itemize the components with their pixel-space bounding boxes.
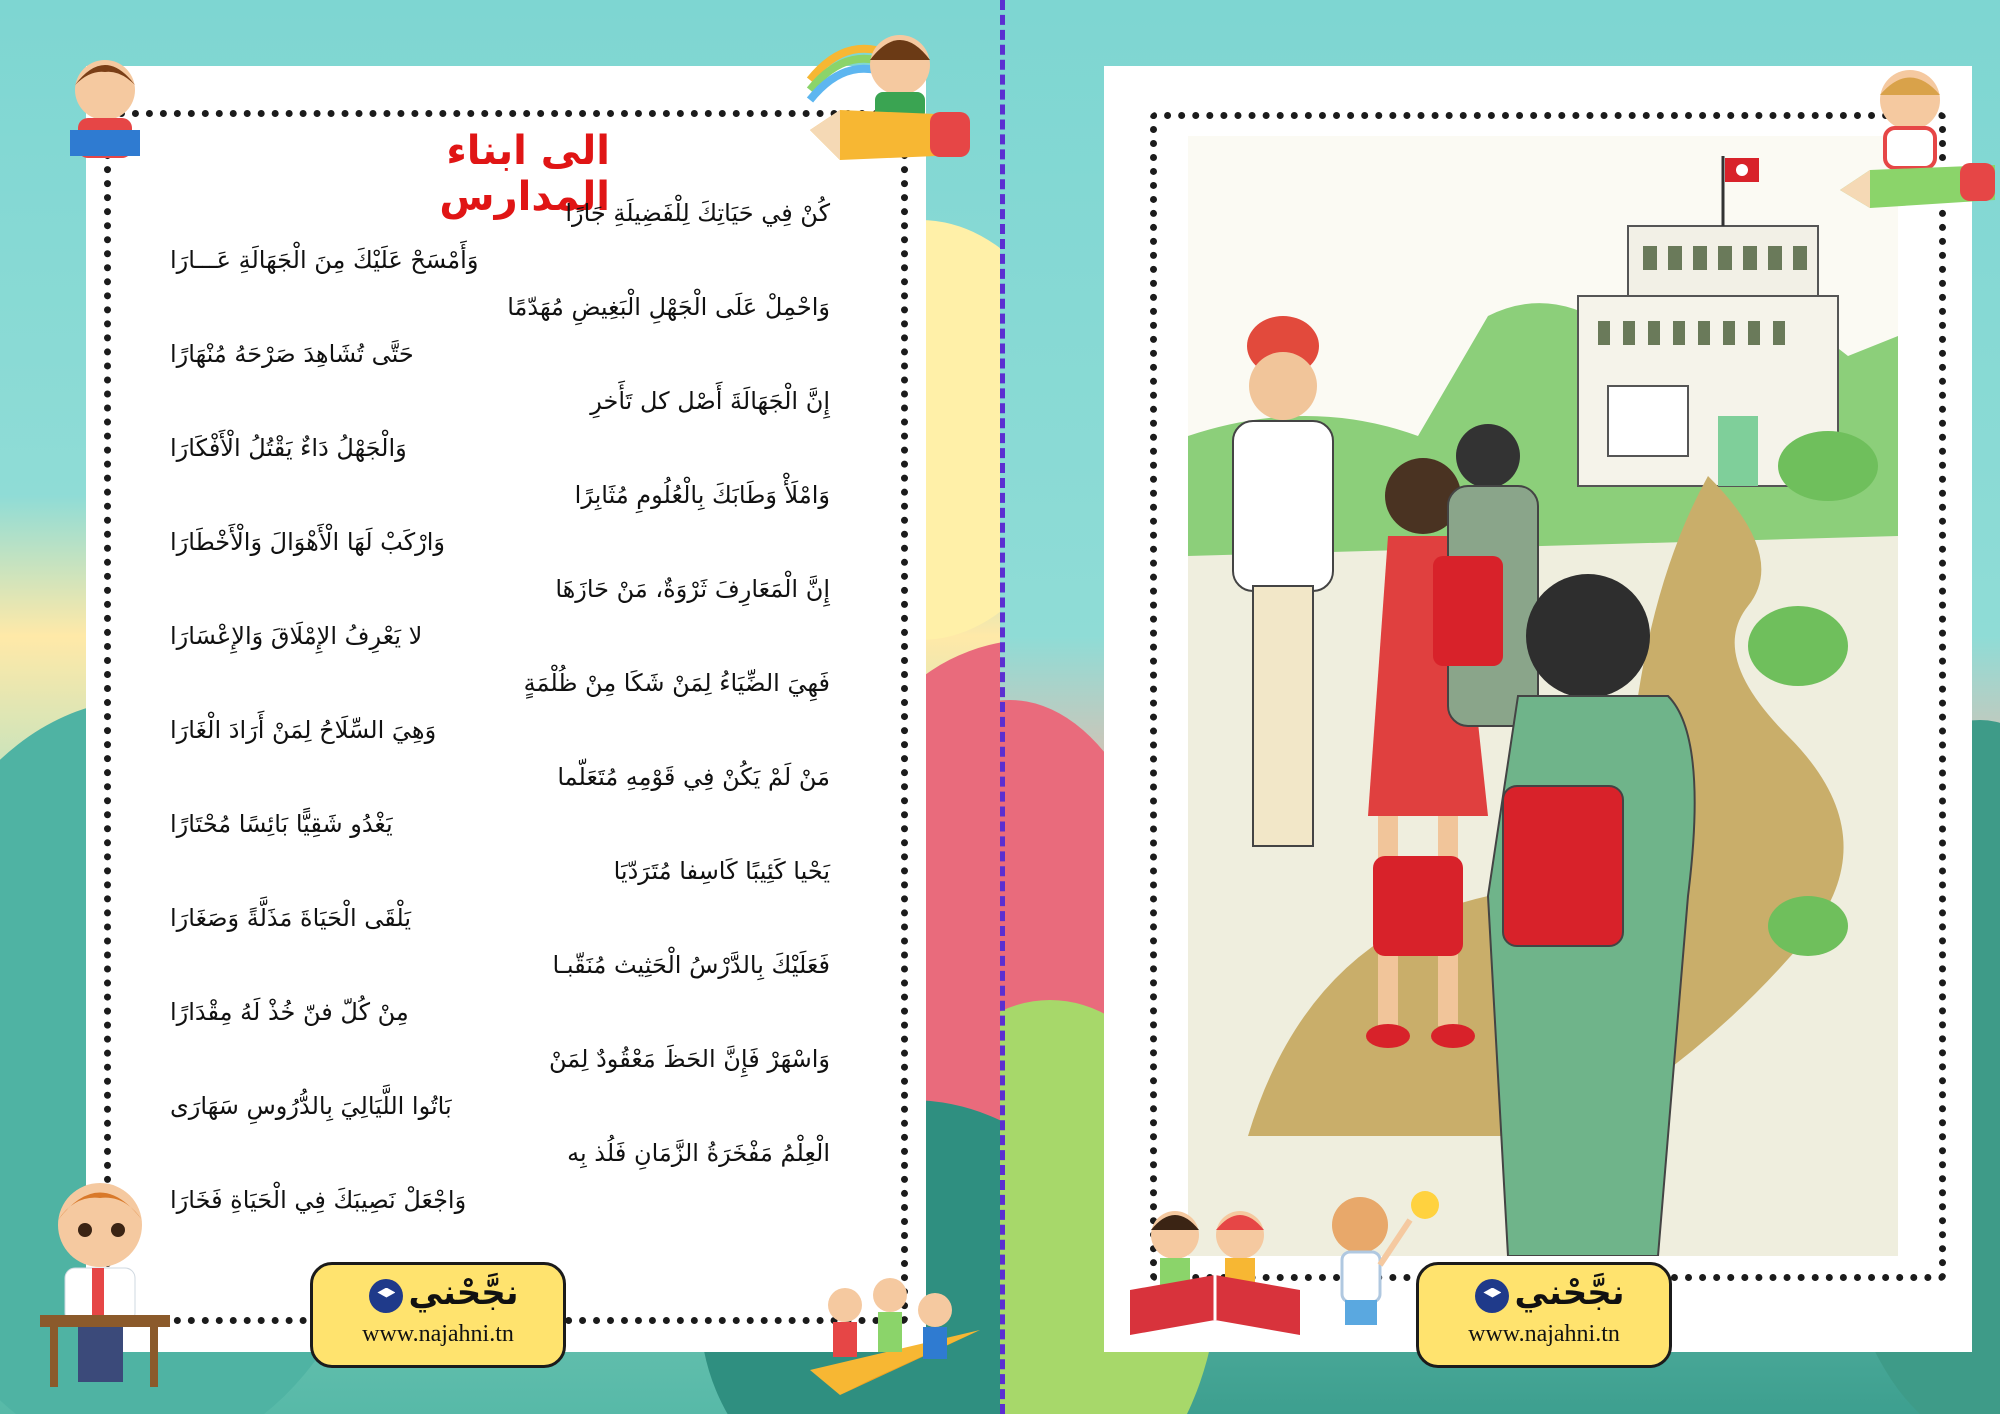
desk-boy-icon: [30, 1160, 180, 1390]
poem-line: إِنَّ الْجَهَالَةَ أَصْل كل تَأَخرِ: [590, 387, 830, 415]
poem-line: فَهِيَ الضِّيَاءُ لِمَنْ شَكَا مِنْ ظُلْمَةٍ: [523, 669, 830, 697]
poem-line: وَاجْعَلْ نَصِيبَكَ فِي الْحَيَاةِ فَخَارَا: [170, 1186, 467, 1214]
poem-line: وَأَمْسَحْ عَلَيْكَ مِنَ الْجَهَالَةِ عَـــارَا: [170, 246, 479, 274]
poem-line: يَغْدُو شَقِيًّا بَائِسًا مُحْتَارًا: [170, 810, 393, 838]
pencil-rocket-kid-icon: [790, 20, 980, 170]
sun-icon: [1411, 1191, 1439, 1219]
poem-body: [170, 190, 830, 1224]
brand-badge: [1416, 1262, 1672, 1368]
poem-line: يَلْقَى الْحَيَاةَ مَذَلَّةً وَصَغَارَا: [170, 904, 412, 932]
brand-badge: [310, 1262, 566, 1368]
poem-line: مَنْ لَمْ يَكُنْ فِي قَوْمِهِ مُتَعَلّما: [557, 763, 830, 791]
poem-line: يَحْيا كَئِيبًا كَاسِفا مُتَرَدّيَا: [613, 857, 830, 885]
brand-url: www.najahni.tn: [362, 1320, 514, 1347]
school-scene: [1188, 136, 1898, 1256]
poem-line: فَعَلَيْكَ بِالدَّرْسُ الْحَثِيث مُنَقّبـا: [552, 951, 830, 979]
poem-line: وَالْجَهْلُ دَاءٌ يَقْتُلُ الْأَفْكَارَا: [170, 434, 407, 462]
brand-name: نجَّحْني: [1514, 1273, 1625, 1313]
poem-line: الْعِلْمُ مَفْخَرَةُ الزَّمَانِ فَلُذ بِه: [567, 1139, 830, 1167]
poem-line: كُنْ فِي حَيَاتِكَ لِلْفَضِيلَةِ جَارًا: [565, 199, 830, 227]
pencil-kid-icon: [1830, 60, 2000, 210]
graduation-cap-icon: [369, 1279, 403, 1313]
school-illustration: [1188, 136, 1898, 1256]
poem-line: حَتَّى تُشَاهِدَ صَرْحَهُ مُنْهَارًا: [170, 340, 414, 368]
poem-line: لا يَعْرِفُ الإِمْلَاقَ وَالإِعْسَارَا: [170, 622, 423, 650]
poem-line: إِنَّ الْمَعَارِفَ ثَرْوَةٌ، مَنْ حَازَهَا: [555, 575, 830, 603]
reading-boy-icon: [60, 50, 150, 170]
poem-line: وَارْكَبْ لَهَا الْأَهْوَالَ وَالْأَخْطَارَا: [170, 528, 445, 556]
graduation-cap-icon: [1475, 1279, 1509, 1313]
kids-book-icon: [1120, 1190, 1310, 1340]
poem-line: بَاتُوا اللَّيَالِيَ بِالدُّرُوسِ سَهَارَى: [170, 1092, 452, 1120]
brand-url: www.najahni.tn: [1468, 1320, 1620, 1347]
poem-line: وَهِيَ السِّلَاحُ لِمَنْ أَرَادَ الْغَارَا: [170, 716, 437, 744]
poem-line: مِنْ كُلّ فنّ خُذْ لَهُ مِقْدَارًا: [170, 998, 409, 1026]
kids-paper-plane-icon: [800, 1260, 990, 1400]
poem-line: وَامْلَأْ وَطَابَكَ بِالْعُلُومِ مُثَابِرًا: [574, 481, 830, 509]
page-divider: [1000, 0, 1005, 1414]
poem-line: وَاسْهَرْ فَإِنَّ الحَظَ مَعْقُودٌ لِمَنْ: [549, 1045, 830, 1073]
poem-line: وَاحْمِلْ عَلَى الْجَهْلِ الْبَغِيضِ مُهَدّمًا: [507, 293, 830, 321]
brand-name: نجَّحْني: [408, 1273, 519, 1313]
poem-title: الى ابناء المدارس: [439, 128, 610, 220]
